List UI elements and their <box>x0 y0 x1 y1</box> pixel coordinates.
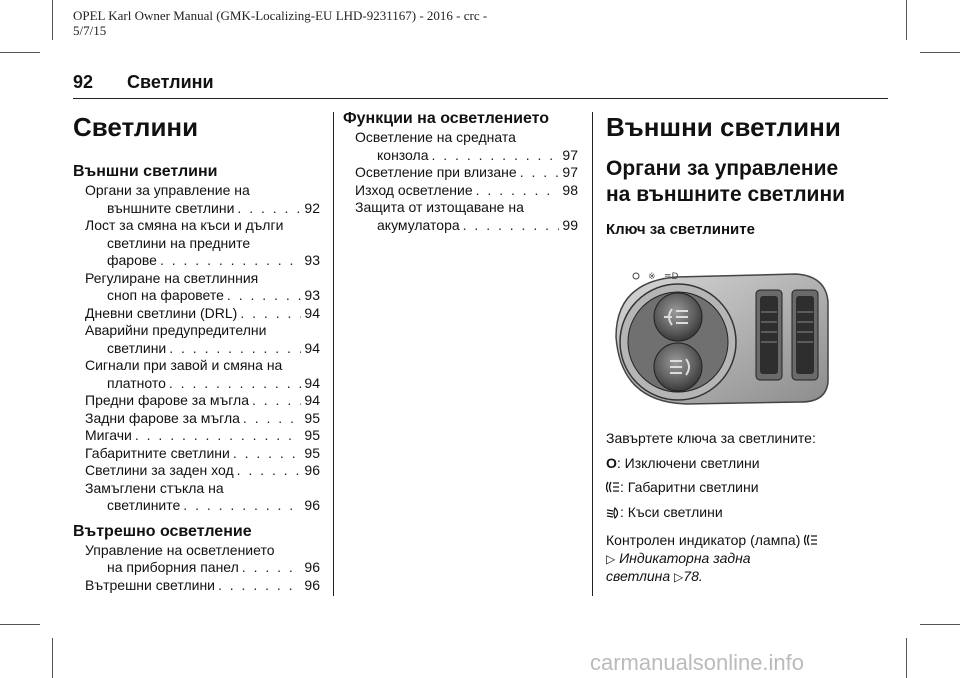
toc-leader-dots <box>233 445 302 463</box>
toc-leader-dots <box>520 164 560 182</box>
toc-leader-dots <box>242 559 302 577</box>
toc-entry-title: Светлини за заден ход <box>85 462 234 478</box>
toc-entry[interactable] <box>85 182 320 217</box>
toc-entry-line: Сигнали при завой и смяна на <box>85 357 283 373</box>
cross-reference[interactable] <box>606 550 888 586</box>
toc-entry[interactable] <box>85 480 320 515</box>
toc-leader-dots <box>237 200 301 218</box>
toc-entry[interactable] <box>85 322 320 357</box>
toc-entry-title: сноп на фаровете <box>107 287 224 303</box>
toc-entry[interactable] <box>85 577 320 595</box>
toc-entry-line: Замъглени стъкла на <box>85 479 224 496</box>
svg-text:≡D: ≡D <box>664 272 679 282</box>
toc-entry-line: Органи за управление на <box>85 182 250 198</box>
column-divider <box>592 112 593 596</box>
toc-entry-line: Управление на осветлението <box>85 541 275 558</box>
toc-entry-line: Осветление на средната <box>355 129 516 145</box>
svg-text:※: ※ <box>648 272 656 282</box>
document-header <box>73 8 503 38</box>
crop-mark <box>52 0 53 40</box>
toc-leader-dots <box>183 497 301 515</box>
toc-page-number: 99 <box>562 216 578 233</box>
toc-entry-title: Осветление при влизане <box>355 164 517 180</box>
reference-arrow-icon: ▷ <box>606 551 616 566</box>
reference-text-2: светлина <box>606 567 671 584</box>
toc-section-heading: Външни светлини <box>73 163 218 180</box>
toc-entry-title: Мигачи <box>85 427 132 443</box>
toc-entry-title: платното <box>107 374 166 391</box>
toc-page-number: 98 <box>562 181 578 198</box>
toc-entry-title: конзола <box>377 146 429 163</box>
toc-page-number: 93 <box>304 252 320 268</box>
toc-page-number: 97 <box>562 164 578 180</box>
toc-entry-title: светлините <box>107 497 181 513</box>
subsubsection-title: Ключ за светлините <box>606 221 755 238</box>
toc-page-number: 95 <box>304 444 320 461</box>
toc-entry-title: Задни фарове за мъгла <box>85 409 240 426</box>
toc-entry[interactable] <box>85 445 320 463</box>
toc-page-number: 94 <box>304 304 320 321</box>
option-o-text: : Изключени светлини <box>616 455 760 471</box>
toc-entry-line: Аварийни предупредителни <box>85 322 267 338</box>
toc-entry[interactable] <box>85 305 320 323</box>
toc-leader-dots <box>240 305 301 323</box>
toc-page-number: 92 <box>304 199 320 216</box>
toc-leader-dots <box>135 427 302 445</box>
option-sidelights <box>606 478 888 497</box>
toc-entry-title: на приборния панел <box>107 559 239 575</box>
toc-entry-line: Регулиране на светлинния <box>85 269 259 286</box>
header-line-2: 5/7/15 <box>73 23 107 38</box>
toc-entry-line: Лост за смяна на къси и дълги <box>85 217 284 233</box>
toc-leader-dots <box>160 252 301 270</box>
header-line-1: OPEL Karl Owner Manual (GMK-Localizing-EU LHD-9231167) - 2016 - crc - <box>73 8 488 23</box>
toc-entry[interactable] <box>355 164 578 182</box>
toc-page-number: 94 <box>304 339 320 356</box>
toc-entry[interactable] <box>85 270 320 305</box>
indicator-line <box>606 531 888 550</box>
toc-list <box>73 182 320 515</box>
toc-entry-title: Габаритните светлини <box>85 444 230 461</box>
toc-entry[interactable] <box>355 129 578 164</box>
sidelight-icon <box>606 479 620 497</box>
watermark: carmanualsonline.info <box>590 650 805 675</box>
toc-entry[interactable] <box>85 357 320 392</box>
indicator-text: Контролен индикатор (лампа) <box>606 531 801 548</box>
switch-description <box>606 429 888 586</box>
toc-entry[interactable] <box>85 427 320 445</box>
option-lowbeam <box>606 503 888 522</box>
toc-entry-title: Вътрешни светлини <box>85 576 215 593</box>
intro-text: Завъртете ключа за светлините: <box>606 430 816 446</box>
option-sidelights-text: : Габаритни светлини <box>620 479 759 495</box>
toc-page-number: 96 <box>304 576 320 593</box>
toc-entry-title: външните светлини <box>107 199 235 216</box>
light-switch-illustration <box>606 262 832 412</box>
chapter-title: Светлини <box>73 112 199 142</box>
toc-page-number: 96 <box>304 559 320 575</box>
toc-leader-dots <box>476 182 560 200</box>
toc-entry[interactable] <box>85 462 320 480</box>
toc-leader-dots <box>252 392 301 410</box>
toc-section-heading: Вътрешно осветление <box>73 522 252 540</box>
page-number: 92 <box>73 72 94 92</box>
toc-page-number: 96 <box>304 462 320 478</box>
toc-entry-title: Дневни светлини (DRL) <box>85 304 238 321</box>
toc-leader-dots <box>432 147 560 165</box>
toc-page-number: 96 <box>304 497 320 513</box>
header-rule <box>73 98 888 99</box>
toc-page-number: 94 <box>304 392 320 408</box>
middle-column <box>343 109 578 234</box>
toc-leader-dots <box>237 462 302 480</box>
section-title: Външни светлини <box>606 112 841 142</box>
toc-section-heading: Функции на осветлението <box>343 110 550 127</box>
column-divider <box>333 112 334 596</box>
toc-leader-dots <box>218 577 301 595</box>
toc-entry[interactable] <box>85 217 320 270</box>
reference-text-1: Индикаторна задна <box>619 549 751 566</box>
toc-entry-title: фарове <box>107 252 157 268</box>
crop-mark <box>920 52 960 53</box>
toc-entry-title: акумулатора <box>377 216 460 233</box>
toc-page-number: 95 <box>304 409 320 426</box>
toc-entry[interactable] <box>85 410 320 428</box>
reference-page: 78. <box>683 567 703 584</box>
toc-page-number: 95 <box>304 427 320 443</box>
low-beam-icon <box>606 505 620 523</box>
toc-entry[interactable] <box>355 182 578 200</box>
option-off <box>606 454 888 472</box>
left-column <box>73 112 320 594</box>
toc-list <box>343 129 578 234</box>
toc-entry[interactable] <box>85 542 320 577</box>
crop-mark <box>52 638 53 678</box>
subsection-title: Органи за управление на външните светлини <box>606 157 846 206</box>
toc-entry-title: Изход осветление <box>355 181 473 198</box>
crop-mark <box>906 638 907 678</box>
toc-entry[interactable] <box>85 392 320 410</box>
toc-entry-line: светлини на предните <box>107 234 251 251</box>
crop-mark <box>0 52 40 53</box>
toc-leader-dots <box>227 287 302 305</box>
toc-leader-dots <box>169 340 301 358</box>
toc-list <box>73 542 320 595</box>
toc-leader-dots <box>463 217 560 235</box>
toc-leader-dots <box>243 410 302 428</box>
toc-page-number: 93 <box>304 287 320 303</box>
toc-entry-line: Защита от изтощаване на <box>355 199 524 215</box>
toc-entry[interactable] <box>355 199 578 234</box>
option-o-label: O <box>606 455 617 471</box>
crop-mark <box>906 0 907 40</box>
crop-mark <box>920 624 960 625</box>
right-column <box>606 112 888 240</box>
toc-entry-title: светлини <box>107 339 167 356</box>
running-title: Светлини <box>127 72 214 92</box>
sidelight-icon <box>804 532 818 550</box>
toc-leader-dots <box>169 375 302 393</box>
crop-mark <box>0 624 40 625</box>
toc-page-number: 97 <box>562 146 578 163</box>
toc-entry-title: Предни фарове за мъгла <box>85 392 249 408</box>
option-lowbeam-text: : Къси светлини <box>620 504 723 521</box>
reference-arrow-icon: ▷ <box>674 569 684 584</box>
toc-page-number: 94 <box>304 374 320 391</box>
